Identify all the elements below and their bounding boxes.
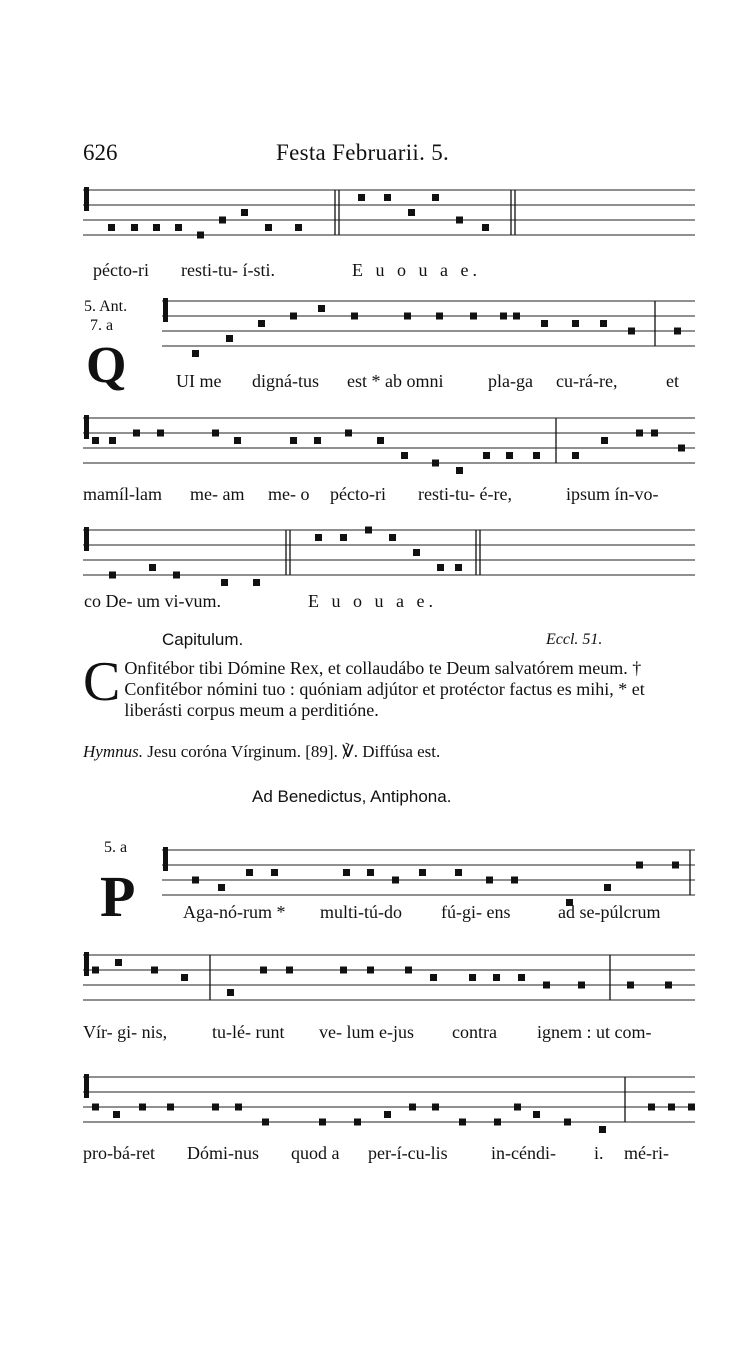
clef-mark [84,1074,89,1092]
neume-note [314,437,321,444]
neume-note [408,209,415,216]
neume-note [674,328,681,335]
neume-note [221,579,228,586]
lyric-syllable: per-í-cu-lis [368,1143,448,1163]
neume-note [318,305,325,312]
neume-note [246,869,253,876]
capitulum-heading: Capitulum. [162,630,244,649]
neume-note [533,1111,540,1118]
neume-note [409,1104,416,1111]
clef-mark [84,433,89,439]
neume-note [92,967,99,974]
clef-mark [84,1092,89,1098]
neume-note [513,313,520,320]
lyric-syllable: ipsum ín-vo- [566,484,659,504]
capitulum-text [83,651,695,721]
neume-note [354,1119,361,1126]
neume-note [109,572,116,579]
neume-note [688,1104,695,1111]
neume-note [668,1104,675,1111]
hymn-text: Jesu coróna Vírginum. [89]. ℣. Diffúsa est. [147,742,441,761]
neume-note [413,549,420,556]
neume-note [157,430,164,437]
lyric-syllable: multi-tú-do [320,902,402,922]
neume-note [192,877,199,884]
neume-note [343,869,350,876]
lyric-syllable: quod a [291,1143,340,1163]
neume-note [234,437,241,444]
lyric-syllable: me- am [190,484,245,504]
neume-note [419,869,426,876]
neume-note [358,194,365,201]
lyric-syllable: digná-tus [252,371,319,391]
page-number: 626 [83,140,118,165]
neume-note [115,959,122,966]
neume-note [456,217,463,224]
neume-note [604,884,611,891]
neume-note [149,564,156,571]
lyric-syllable: UI me [176,371,222,391]
clef-mark [163,298,168,316]
neume-note [340,967,347,974]
lyric-syllable: Vír- gi- nis, [83,1022,168,1042]
neume-note [131,224,138,231]
neume-note [514,1104,521,1111]
neume-note [175,224,182,231]
neume-note [219,217,226,224]
neume-note [672,862,679,869]
neume-note [319,1119,326,1126]
neume-note [384,194,391,201]
neume-note [533,452,540,459]
neume-note [315,534,322,541]
lyric-syllable: est * ab omni [347,371,444,391]
neume-note [139,1104,146,1111]
lyric-syllable: et [666,371,679,391]
lyric-syllable: mé-ri- [624,1143,669,1163]
lyric-syllable: pro-bá-ret [83,1143,155,1163]
neume-note [262,1119,269,1126]
clef-mark [84,970,89,976]
neume-note [212,1104,219,1111]
neume-note [389,534,396,541]
clef-mark [163,847,168,865]
neume-note [113,1111,120,1118]
neume-note [543,982,550,989]
neume-note [345,430,352,437]
neume-note [648,1104,655,1111]
lyric-syllable: contra [452,1022,497,1042]
lyric-syllable: ve- lum e-jus [319,1022,414,1042]
neume-note [367,869,374,876]
neume-note [404,313,411,320]
neume-note [459,1119,466,1126]
mode-indicator: 7. a [90,317,114,334]
neume-note [436,313,443,320]
neume-note [482,224,489,231]
lyric-euouae: E u o u a e. [352,260,481,280]
mode-indicator: 5. a [104,839,128,856]
neume-note [430,974,437,981]
lyric-euouae: E u o u a e. [308,591,437,611]
neume-note [365,527,372,534]
lyric-syllable: fú-gi- ens [441,902,511,922]
drop-cap-initial: P [100,864,136,929]
neume-note [455,869,462,876]
neume-note [506,452,513,459]
neume-note [564,1119,571,1126]
neume-note [541,320,548,327]
neume-note [493,974,500,981]
neume-note [340,534,347,541]
clef-mark [84,205,89,211]
neume-note [367,967,374,974]
lyric-syllable: cu-rá-re, [556,371,618,391]
running-head: Festa Februarii. 5. [276,140,450,165]
neume-note [153,224,160,231]
antiphon-label: 5. Ant. [84,298,128,315]
neume-note [377,437,384,444]
neume-note [212,430,219,437]
clef-mark [84,527,89,545]
neume-note [227,989,234,996]
lyric-syllable: me- o [268,484,310,504]
neume-note [265,224,272,231]
lyric-syllable: mamíl-lam [83,484,162,504]
neume-note [405,967,412,974]
neume-note [92,437,99,444]
neume-note [181,974,188,981]
neume-note [494,1119,501,1126]
neume-note [518,974,525,981]
lyric-syllable: in-céndi- [491,1143,556,1163]
neume-note [290,313,297,320]
clef-mark [163,316,168,322]
neume-note [483,452,490,459]
neume-note [500,313,507,320]
drop-cap-initial: Q [86,337,127,394]
neume-note [470,313,477,320]
neume-note [636,862,643,869]
neume-note [401,452,408,459]
neume-note [351,313,358,320]
capitulum-body: Onfitébor tibi Dómine Rex, et collaudábo te Deum salvatórem meum. † Confitébor nómini tuo : quóniam adjútor et protéctor factus es mihi, * et liberásti corpus meum a perditióne. [124,658,645,720]
clef-mark [84,545,89,551]
lyric-syllable: pécto-ri [93,260,149,280]
neume-note [133,430,140,437]
lyric-syllable: ignem : ut com- [537,1022,652,1042]
neume-note [628,328,635,335]
neume-note [384,1111,391,1118]
lyric-syllable: resti-tu- é-re, [418,484,512,504]
neume-note [432,194,439,201]
neume-note [455,564,462,571]
lyric-syllable: resti-tu- í-sti. [181,260,275,280]
lyric-syllable: tu-lé- runt [212,1022,285,1042]
neume-note [601,437,608,444]
neume-note [151,967,158,974]
neume-note [92,1104,99,1111]
lyric-syllable: i. [594,1143,604,1163]
neume-note [678,445,685,452]
neume-note [486,877,493,884]
neume-note [235,1104,242,1111]
neume-note [392,877,399,884]
hymn-label: Hymnus. [83,742,143,761]
neume-note [241,209,248,216]
neume-note [651,430,658,437]
neume-note [258,320,265,327]
neume-note [627,982,634,989]
lyric-syllable: pla-ga [488,371,533,391]
neume-note [511,877,518,884]
neume-note [437,564,444,571]
neume-note [192,350,199,357]
neume-note [271,869,278,876]
benedictus-heading: Ad Benedictus, Antiphona. [252,787,452,806]
neume-note [572,452,579,459]
neume-note [600,320,607,327]
lyric-syllable: pécto-ri [330,484,386,504]
neume-note [636,430,643,437]
neume-note [432,1104,439,1111]
neume-note [109,437,116,444]
neume-note [456,467,463,474]
neume-note [197,232,204,239]
lyric-syllable: Dómi-nus [187,1143,259,1163]
clef-mark [163,865,168,871]
neume-note [226,335,233,342]
neume-note [578,982,585,989]
lyric-syllable: Aga-nó-rum * [183,902,286,922]
neume-note [260,967,267,974]
neume-note [167,1104,174,1111]
neume-note [253,579,260,586]
lyric-syllable: ad se-púlcrum [558,902,661,922]
clef-mark [84,415,89,433]
neume-note [108,224,115,231]
neume-note [295,224,302,231]
drop-cap-initial: C [83,651,121,713]
neume-note [173,572,180,579]
scripture-reference: Eccl. 51. [546,631,603,648]
hymn-line [83,742,440,762]
neume-note [572,320,579,327]
neume-note [290,437,297,444]
lyric-syllable: co De- um vi-vum. [84,591,221,611]
neume-note [286,967,293,974]
neume-note [218,884,225,891]
neume-note [469,974,476,981]
neume-note [599,1126,606,1133]
clef-mark [84,952,89,970]
clef-mark [84,187,89,205]
neume-note [432,460,439,467]
neume-note [665,982,672,989]
